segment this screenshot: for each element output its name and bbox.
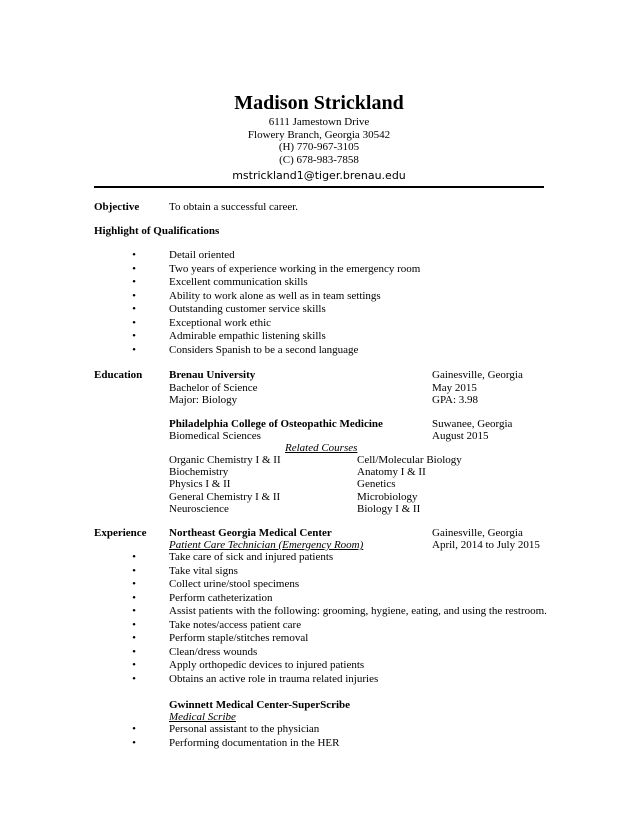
bullet-icon: • (132, 330, 136, 342)
course-item: General Chemistry I & II (169, 490, 281, 503)
list-item: • Perform staple/stitches removal (127, 632, 547, 646)
bullet-icon: • (132, 723, 136, 735)
education-label: Education (94, 369, 143, 381)
list-item: • Ability to work alone as well as in team settings (127, 290, 420, 304)
bullet-icon: • (132, 736, 136, 749)
program-date: August 2015 (432, 430, 489, 442)
address-line-1: 6111 Jamestown Drive (268, 116, 370, 128)
bullet-icon: • (132, 578, 136, 590)
degree: Bachelor of Science (169, 382, 258, 394)
resume-header (0, 90, 638, 184)
bullet-icon: • (132, 276, 136, 288)
job-dates: April, 2014 to July 2015 (432, 539, 540, 551)
job-duties-list (127, 551, 547, 686)
course-item: Physics I & II (169, 478, 231, 491)
address-line-2: Flowery Branch, Georgia 30542 (247, 128, 391, 141)
course-item: Biology I & II (357, 502, 421, 515)
list-item: • Clean/dress wounds (127, 646, 547, 660)
qualifications-heading: Highlight of Qualifications (94, 225, 220, 237)
bullet-icon: • (132, 316, 136, 329)
related-courses-heading: Related Courses (285, 442, 358, 454)
bullet-icon: • (132, 289, 136, 302)
employer-name: Gwinnett Medical Center-SuperScribe (169, 699, 351, 711)
job-title: Patient Care Technician (Emergency Room) (169, 539, 364, 551)
bullet-icon: • (132, 618, 136, 631)
courses-right-column (357, 454, 462, 515)
bullet-icon: • (132, 564, 136, 577)
cell-phone: (C) 678-983-7858 (279, 153, 359, 166)
list-item: • Two years of experience working in the emergency room (127, 263, 420, 277)
header-divider (94, 186, 544, 188)
objective-label: Objective (94, 201, 140, 213)
email-address: mstrickland1@tiger.brenau.edu (232, 169, 406, 182)
bullet-icon: • (132, 249, 136, 261)
major: Major: Biology (169, 394, 238, 406)
bullet-icon: • (132, 551, 136, 563)
course-item: Neuroscience (169, 502, 229, 515)
bullet-icon: • (132, 632, 136, 644)
course-item: Cell/Molecular Biology (357, 454, 462, 466)
list-item: • Outstanding customer service skills (127, 303, 420, 317)
list-item: • Take notes/access patient care (127, 619, 547, 633)
school-name: Philadelphia College of Osteopathic Medicine (169, 418, 383, 430)
list-item: • Take vital signs (127, 565, 547, 579)
course-item: Genetics (357, 478, 396, 491)
bullet-icon: • (132, 303, 136, 315)
bullet-icon: • (132, 659, 136, 671)
school-location: Gainesville, Georgia (432, 369, 523, 381)
course-item: Organic Chemistry I & II (169, 454, 281, 466)
list-item: • Considers Spanish to be a second language (127, 344, 420, 358)
list-item: • Perform catheterization (127, 592, 547, 606)
gpa: GPA: 3.98 (432, 394, 479, 406)
graduation-date: May 2015 (432, 382, 477, 394)
list-item: • Exceptional work ethic (127, 317, 420, 331)
employer-name: Northeast Georgia Medical Center (169, 527, 332, 539)
list-item: • Personal assistant to the physician (127, 723, 339, 737)
list-item: • Obtains an active role in trauma related injuries (127, 673, 547, 687)
employer-location: Gainesville, Georgia (432, 527, 523, 539)
school-name: Brenau University (169, 369, 256, 381)
job-duties-list (127, 723, 339, 750)
job-title: Medical Scribe (169, 711, 236, 723)
program: Biomedical Sciences (169, 430, 261, 442)
list-item: • Performing documentation in the HER (127, 737, 339, 751)
courses-left-column (169, 454, 281, 515)
bullet-icon: • (132, 672, 136, 685)
candidate-name: Madison Strickland (234, 92, 404, 114)
bullet-icon: • (132, 605, 136, 617)
bullet-icon: • (132, 591, 136, 604)
course-item: Microbiology (357, 490, 418, 503)
list-item: • Collect urine/stool specimens (127, 578, 547, 592)
course-item: Anatomy I & II (357, 466, 426, 479)
qualifications-list (127, 249, 420, 357)
course-item: Biochemistry (169, 466, 229, 479)
bullet-icon: • (132, 262, 136, 275)
experience-label: Experience (94, 527, 147, 539)
list-item: • Admirable empathic listening skills (127, 330, 420, 344)
home-phone: (H) 770-967-3105 (278, 141, 360, 153)
school-location: Suwanee, Georgia (432, 418, 513, 430)
list-item: • Assist patients with the following: grooming, hygiene, eating, and using the restroom. (127, 605, 547, 619)
objective-text: To obtain a successful career. (169, 201, 299, 213)
bullet-icon: • (132, 343, 136, 356)
list-item: • Excellent communication skills (127, 276, 420, 290)
list-item: • Detail oriented (127, 249, 420, 263)
list-item: • Apply orthopedic devices to injured patients (127, 659, 547, 673)
bullet-icon: • (132, 645, 136, 658)
list-item: • Take care of sick and injured patients (127, 551, 547, 565)
